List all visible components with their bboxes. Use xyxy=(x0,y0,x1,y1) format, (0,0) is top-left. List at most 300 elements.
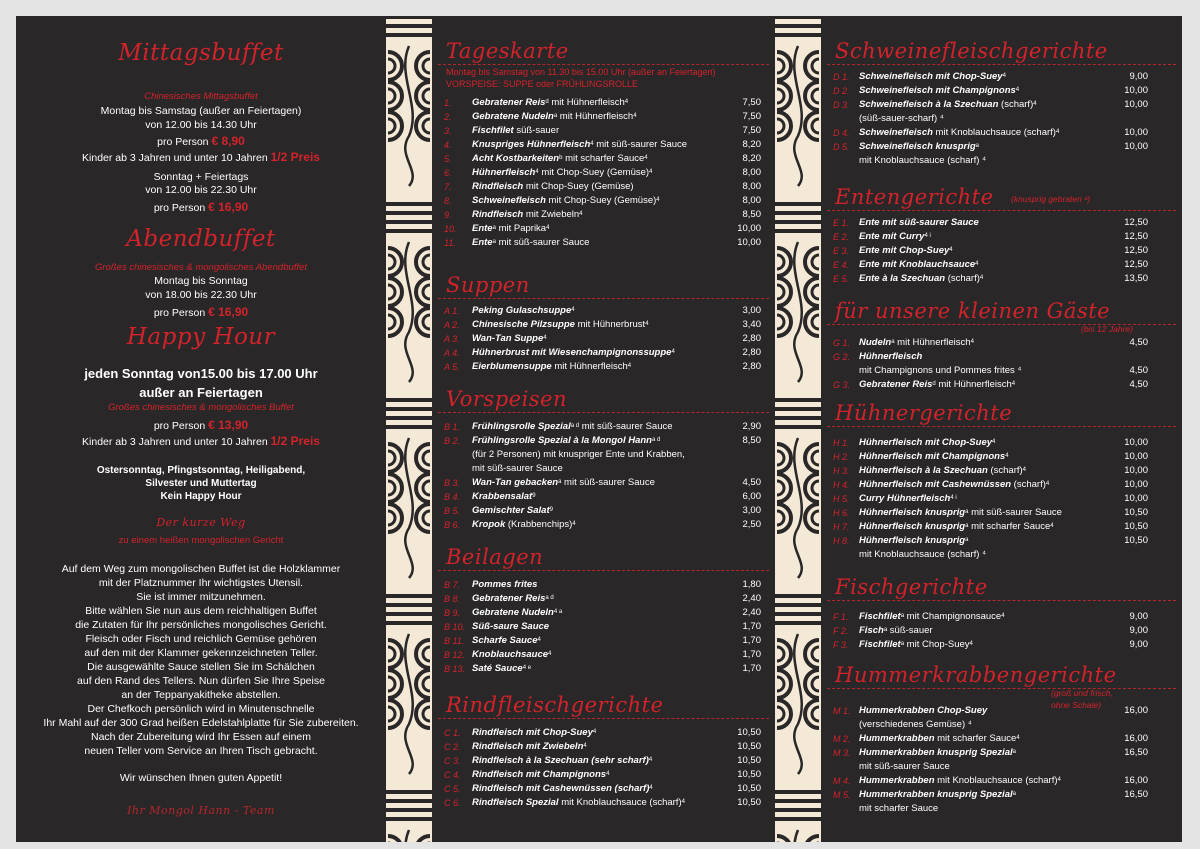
item-number: B 2. xyxy=(444,436,461,446)
exclusion-line-3: Kein Happy Hour xyxy=(160,491,242,502)
item-name: Wan-Tan Suppe xyxy=(472,333,544,344)
item-price: 10,00 xyxy=(1124,127,1148,138)
item-description xyxy=(859,350,1021,378)
item-description xyxy=(472,476,655,490)
sonntag-time: von 12.00 bis 22.30 Uhr xyxy=(145,184,257,196)
item-name: Fisch xyxy=(859,625,884,636)
allergen-note: 4 xyxy=(671,349,675,355)
menu-item xyxy=(821,258,1182,272)
item-number: E 5. xyxy=(833,274,850,284)
item-price: 8,00 xyxy=(742,195,761,206)
section-kinder xyxy=(821,298,1182,392)
menu-item xyxy=(432,634,775,648)
kinder-text: Kinder ab 3 Jahren und unter 10 Jahren xyxy=(82,152,268,164)
cloud-curl xyxy=(388,59,395,73)
item-number: B 7. xyxy=(444,580,461,590)
cloud-curl xyxy=(777,836,791,842)
allergen-note: 4 xyxy=(656,197,660,203)
cloud-curl xyxy=(423,707,430,721)
cloud-curl xyxy=(388,451,395,465)
allergen-note: 4 xyxy=(1011,381,1016,387)
item-detail: mit süß-saurer Sauce xyxy=(593,139,688,150)
item-price: 10,00 xyxy=(1124,465,1148,476)
item-detail: mit Chop-Suey (Gemüse) xyxy=(523,181,634,192)
item-name: Gebratene Nudeln xyxy=(472,607,554,618)
item-price: 2,80 xyxy=(742,361,761,372)
abend-price-line xyxy=(16,305,386,320)
item-name: Rindfleisch mit Cashewnüssen (scharf) xyxy=(472,783,650,794)
item-number: 7. xyxy=(444,182,452,192)
weg-subtitle: zu einem heißen mongolischen Gericht xyxy=(118,535,284,546)
item-price: 8,20 xyxy=(742,139,761,150)
item-number: H 7. xyxy=(833,522,850,532)
cloud-curl xyxy=(388,315,395,329)
item-description xyxy=(472,194,660,208)
allergen-note: a xyxy=(1012,749,1016,755)
menu-item xyxy=(432,754,775,768)
item-name: Acht Kostbarkeiten xyxy=(472,153,560,164)
item-description xyxy=(859,244,953,258)
item-name: Hühnerfleisch mit Chop-Suey xyxy=(859,437,993,448)
band-line xyxy=(775,790,821,794)
item-price: 4,50 xyxy=(1129,379,1148,390)
item-description xyxy=(472,420,673,434)
allergen-note: 4 xyxy=(1005,453,1009,459)
section-divider xyxy=(438,298,769,299)
item-description xyxy=(859,336,974,350)
item-number: 1. xyxy=(444,98,452,108)
item-price: 10,50 xyxy=(1124,521,1148,532)
price-label: pro Person xyxy=(153,420,206,432)
allergen-note: a xyxy=(1012,791,1016,797)
section-rind xyxy=(432,692,775,810)
allergen-note: 4 xyxy=(648,757,653,763)
item-number: D 3. xyxy=(833,100,850,110)
item-price: 16,50 xyxy=(1124,789,1148,800)
allergen-note: 4 xyxy=(571,307,575,313)
section-header xyxy=(821,662,1182,710)
menu-item xyxy=(821,378,1182,392)
item-number: A 2. xyxy=(444,320,460,330)
cloud-curl xyxy=(777,89,784,103)
item-description xyxy=(859,464,1026,478)
item-name: Gebratener Reis xyxy=(472,97,546,108)
item-description xyxy=(472,360,631,374)
item-number: A 5. xyxy=(444,362,460,372)
item-detail: mit scharfer Sauce xyxy=(562,153,645,164)
item-number: B 3. xyxy=(444,478,461,488)
item-detail-line: (für 2 Personen) mit knuspriger Ente und Krabben, xyxy=(472,449,685,460)
item-price: 1,80 xyxy=(742,579,761,590)
band-line xyxy=(386,211,432,215)
band-line xyxy=(386,612,432,616)
item-description xyxy=(472,222,549,236)
cloud-curl xyxy=(777,255,784,269)
item-name: Hummerkrabben knusprig Spezial xyxy=(859,789,1013,800)
allergen-note: 4 xyxy=(606,771,610,777)
item-description xyxy=(472,592,554,606)
item-number: H 3. xyxy=(833,466,850,476)
band-line xyxy=(775,808,821,812)
allergen-note: a xyxy=(965,509,969,515)
cloud-curl xyxy=(777,511,784,525)
section-hummer xyxy=(821,662,1182,816)
band-line xyxy=(775,594,821,598)
item-number: B 9. xyxy=(444,608,461,618)
item-number: B 8. xyxy=(444,594,461,604)
item-detail: mit Hühnerfleisch xyxy=(557,111,634,122)
item-price: 2,50 xyxy=(742,519,761,530)
band-line xyxy=(775,603,821,607)
allergen-note: 4 xyxy=(1015,87,1020,93)
item-name: Schweinefleisch knusprig xyxy=(859,141,976,152)
item-detail: mit Hühnerfleisch xyxy=(894,337,971,348)
section-divider xyxy=(827,600,1176,601)
allergen-note: a xyxy=(975,143,980,149)
allergen-note: 4 xyxy=(1016,735,1020,741)
item-number: 10. xyxy=(444,224,457,234)
item-description xyxy=(472,236,589,250)
menu-item xyxy=(432,332,775,346)
item-price: 4,50 xyxy=(1129,337,1148,348)
allergen-note: 4 xyxy=(633,113,637,119)
band-line xyxy=(775,817,821,821)
cloud-curl xyxy=(416,836,430,842)
allergen-note: a xyxy=(900,613,905,619)
menu-item xyxy=(821,732,1182,746)
item-name: Hühnerfleisch mit Cashewnüssen xyxy=(859,479,1012,490)
item-price: 10,50 xyxy=(1124,507,1148,518)
menu-item xyxy=(432,740,775,754)
item-detail: mit Knoblauchsauce (scharf) xyxy=(934,775,1058,786)
band-line xyxy=(775,202,821,206)
item-name: Hühnerfleisch xyxy=(859,351,923,362)
band-line xyxy=(386,416,432,420)
band-line xyxy=(386,16,432,19)
item-description xyxy=(859,732,1020,746)
item-name: Rindfleisch mit Champignons xyxy=(472,769,607,780)
item-description xyxy=(472,754,652,768)
cloud-curl xyxy=(423,255,430,269)
item-number: F 1. xyxy=(833,612,849,622)
item-description xyxy=(859,492,957,506)
menu-item xyxy=(821,464,1182,478)
item-description xyxy=(472,346,675,360)
cloud-curl xyxy=(777,59,784,73)
item-name: Gemischter Salat xyxy=(472,505,550,516)
cloud-curl xyxy=(423,677,430,691)
menu-item xyxy=(432,180,775,194)
item-name: Fischfilet xyxy=(472,125,514,136)
cloud-curl xyxy=(423,481,430,495)
menu-item xyxy=(432,434,775,476)
cloud-curl xyxy=(388,707,395,721)
cloud-stem xyxy=(794,830,802,842)
item-number: C 5. xyxy=(444,784,461,794)
cloud-pattern xyxy=(775,16,821,842)
band-line xyxy=(775,211,821,215)
allergen-note: a xyxy=(492,225,496,231)
cloud-curl xyxy=(812,451,819,465)
item-price: 10,00 xyxy=(1124,85,1148,96)
item-description xyxy=(859,436,995,450)
item-detail-line: mit Knoblauchsauce (scharf) ⁴ xyxy=(859,549,987,560)
item-description xyxy=(859,126,1059,140)
menu-item xyxy=(821,704,1182,732)
kinder-text: Kinder ab 3 Jahren und unter 10 Jahren xyxy=(82,436,268,448)
item-detail: süß-sauer xyxy=(887,625,933,636)
menu-item xyxy=(821,436,1182,450)
item-name: Fischfilet xyxy=(859,639,901,650)
item-number: E 2. xyxy=(833,232,850,242)
item-description xyxy=(472,434,685,476)
sonntag-price: € 16,90 xyxy=(208,200,249,214)
menu-item xyxy=(821,534,1182,562)
item-number: 3. xyxy=(444,126,452,136)
item-description xyxy=(859,84,1019,98)
item-name: Eierblumensuppe xyxy=(472,361,552,372)
section-divider xyxy=(827,688,1176,689)
item-number: C 6. xyxy=(444,798,461,808)
item-description xyxy=(859,774,1061,788)
section-header xyxy=(432,544,775,572)
item-description xyxy=(472,490,536,504)
cloud-curl xyxy=(388,255,395,269)
item-number: E 4. xyxy=(833,260,850,270)
section-header xyxy=(432,692,775,720)
allergen-note: a xyxy=(553,113,558,119)
allergen-note: 4 xyxy=(645,321,649,327)
item-number: D 2. xyxy=(833,86,850,96)
item-description xyxy=(472,318,649,332)
item-number: 9. xyxy=(444,210,452,220)
price-label: pro Person xyxy=(153,202,206,214)
menu-item xyxy=(432,346,775,360)
item-price: 10,50 xyxy=(737,727,761,738)
item-name: Schweinefleisch xyxy=(472,195,546,206)
menu-item xyxy=(821,638,1182,652)
allergen-note: d xyxy=(932,381,936,387)
item-detail: (scharf) xyxy=(998,99,1034,110)
cloud-curl xyxy=(777,647,784,661)
item-number: G 1. xyxy=(833,338,851,348)
item-description xyxy=(472,124,559,138)
item-detail: mit Paprika xyxy=(495,223,547,234)
item-number: 6. xyxy=(444,168,452,178)
item-price: 8,50 xyxy=(742,209,761,220)
allergen-note: 4 xyxy=(627,363,632,369)
item-number: D 1. xyxy=(833,72,850,82)
abend-price: € 16,90 xyxy=(208,305,249,319)
cloud-curl xyxy=(812,707,819,721)
item-number: H 6. xyxy=(833,508,850,518)
menu-item xyxy=(821,70,1182,84)
item-name: Scharfe Sauce xyxy=(472,635,538,646)
section-note: (groß und frisch, xyxy=(1051,688,1113,698)
item-name: Ente xyxy=(472,237,493,248)
item-name: Hühnerfleisch à la Szechuan xyxy=(859,465,988,476)
item-name: Fischfilet xyxy=(859,611,901,622)
cloud-stem xyxy=(794,242,802,382)
menu-item xyxy=(432,578,775,592)
item-description xyxy=(472,180,634,194)
menu-item xyxy=(432,194,775,208)
section-title: Rindfleischgerichte xyxy=(446,693,664,717)
item-price: 1,70 xyxy=(742,621,761,632)
menu-item xyxy=(432,504,775,518)
allergen-note: a xyxy=(891,339,895,345)
band-line xyxy=(386,220,432,224)
mittag-price-line xyxy=(16,134,386,149)
item-detail-line: mit Knoblauchsauce (scharf) ⁴ xyxy=(859,155,987,166)
cloud-curl xyxy=(777,315,784,329)
item-description xyxy=(859,624,933,638)
item-number: M 4. xyxy=(833,776,851,786)
section-header xyxy=(432,38,775,66)
cloud-curl xyxy=(805,836,819,842)
item-description xyxy=(472,606,562,620)
menu-item xyxy=(821,774,1182,788)
item-name: Schweinefleisch à la Szechuan xyxy=(859,99,999,110)
allergen-note: 4 xyxy=(681,799,685,805)
band-line xyxy=(386,621,432,625)
section-divider xyxy=(827,324,1176,325)
cloud-pattern xyxy=(386,16,432,842)
cloud-curl xyxy=(777,285,784,299)
menu-item xyxy=(432,662,775,676)
item-price: 9,00 xyxy=(1129,639,1148,650)
cloud-curl xyxy=(423,119,430,133)
band-line xyxy=(386,407,432,411)
item-name: Curry Hühnerfleisch xyxy=(859,493,951,504)
item-description xyxy=(472,634,541,648)
item-number: C 1. xyxy=(444,728,461,738)
item-name: Rindfleisch mit Chop-Suey xyxy=(472,727,593,738)
item-price: 10,00 xyxy=(1124,141,1148,152)
section-header xyxy=(432,386,775,414)
cloud-curl xyxy=(777,451,784,465)
happy-line-2: außer an Feiertagen xyxy=(139,385,263,400)
item-description xyxy=(859,704,987,732)
kinder-price: 1/2 Preis xyxy=(270,150,320,164)
item-description xyxy=(859,378,1015,392)
allergen-note: 4 xyxy=(579,211,583,217)
cloud-curl xyxy=(423,511,430,525)
cloud-curl xyxy=(423,647,430,661)
item-number: H 4. xyxy=(833,480,850,490)
item-number: M 1. xyxy=(833,706,851,716)
item-price: 7,50 xyxy=(742,111,761,122)
band-line xyxy=(775,220,821,224)
item-detail: mit Chop-Suey xyxy=(904,639,970,650)
band-line xyxy=(386,229,432,233)
allergen-note: 4 xyxy=(644,155,648,161)
item-name: Chinesische Pilzsuppe xyxy=(472,319,575,330)
item-detail-line: mit Champignons und Pommes frites ⁴ xyxy=(859,365,1022,376)
item-description xyxy=(859,534,986,562)
band-line xyxy=(775,416,821,420)
section-huhn xyxy=(821,400,1182,562)
section-header xyxy=(821,184,1182,212)
cloud-curl xyxy=(812,481,819,495)
item-price: 2,90 xyxy=(742,421,761,432)
menu-item xyxy=(821,506,1182,520)
allergen-note: 4 xyxy=(969,641,973,647)
cloud-stem xyxy=(405,438,413,578)
menu-item xyxy=(821,140,1182,168)
section-divider xyxy=(438,718,769,719)
item-price: 3,00 xyxy=(742,505,761,516)
item-number: B 10. xyxy=(444,622,466,632)
item-description xyxy=(859,258,978,272)
item-description xyxy=(472,518,576,532)
item-name: Knuspriges Hühnerfleisch xyxy=(472,139,591,150)
allergen-note: 4 xyxy=(1002,73,1006,79)
item-description xyxy=(472,138,687,152)
item-price: 9,00 xyxy=(1129,625,1148,636)
item-name: Schweinefleisch mit Champignons xyxy=(859,85,1016,96)
allergen-note: 4 i xyxy=(950,495,957,501)
cloud-curl xyxy=(812,285,819,299)
item-detail: mit Champignonsauce xyxy=(904,611,1002,622)
item-price: 8,50 xyxy=(742,435,761,446)
item-price: 10,00 xyxy=(1124,99,1148,110)
item-detail: mit Hühnerbrust xyxy=(574,319,646,330)
section-divider xyxy=(438,412,769,413)
item-number: 5. xyxy=(444,154,452,164)
band-line xyxy=(386,817,432,821)
allergen-note: 4 xyxy=(649,785,653,791)
section-title: Entengerichte xyxy=(835,185,994,209)
item-price: 10,50 xyxy=(1124,535,1148,546)
item-number: H 2. xyxy=(833,452,850,462)
item-name: Hühnerfleisch knusprig xyxy=(859,535,966,546)
band-line xyxy=(386,425,432,429)
cloud-stem xyxy=(794,634,802,774)
happy-line-1: jeden Sonntag von15.00 bis 17.00 Uhr xyxy=(84,366,318,381)
item-price: 16,50 xyxy=(1124,747,1148,758)
item-description xyxy=(472,504,553,518)
section-title: Hummerkrabbengerichte xyxy=(835,663,1117,687)
section-header xyxy=(821,400,1182,428)
item-name: Hummerkrabben knusprig Spezial xyxy=(859,747,1013,758)
band-line xyxy=(386,603,432,607)
menu-item xyxy=(432,606,775,620)
item-description xyxy=(472,796,685,810)
menu-item xyxy=(432,360,775,374)
allergen-note: 4 xyxy=(979,275,984,281)
band-line xyxy=(775,33,821,37)
band-line xyxy=(775,407,821,411)
item-description xyxy=(859,610,1005,624)
item-number: F 3. xyxy=(833,640,849,650)
item-description xyxy=(859,450,1009,464)
item-description xyxy=(472,578,537,592)
item-number: A 4. xyxy=(444,348,460,358)
allergen-note: 4 xyxy=(970,339,974,345)
cloud-curl xyxy=(812,511,819,525)
band-line xyxy=(775,398,821,402)
item-price: 2,80 xyxy=(742,347,761,358)
item-price: 4,50 xyxy=(742,477,761,488)
item-number: B 1. xyxy=(444,422,461,432)
menu-item xyxy=(821,610,1182,624)
item-name: Hummerkrabben xyxy=(859,775,935,786)
item-detail: mit Knoblauchsauce (scharf) xyxy=(558,797,682,808)
cloud-stem xyxy=(405,830,413,842)
item-price: 10,00 xyxy=(737,223,761,234)
item-price: 8,20 xyxy=(742,153,761,164)
